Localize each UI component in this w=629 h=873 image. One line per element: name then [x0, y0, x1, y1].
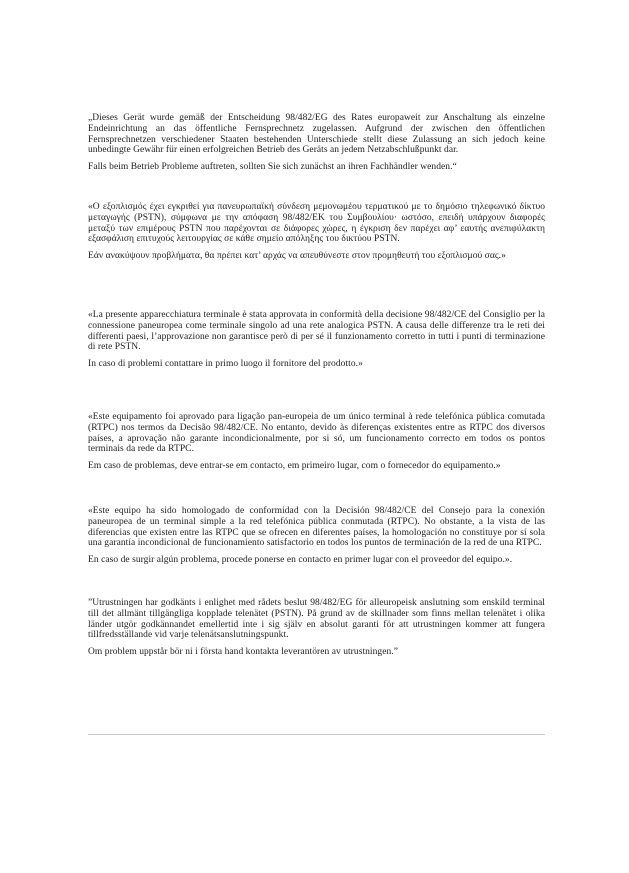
notice-italian-paragraph-2: In caso di problemi contattare in primo luogo il fornitore del prodotto.»: [88, 359, 363, 370]
notice-spanish-paragraph-1: «Este equipo ha sido homologado de conformidad con la Decisión 98/482/CE del Consejo para la conexión paneuropea de un terminal simple a la red telefónica pública conmutada (RTPC). No obstante, a la vista de las diferencias que existen entre las RTPC que se ofrecen en diferentes países, la homologación no constituye por sí sola una garantía incondicional de funcionamiento satisfactorio en todos los puntos de terminación de la red de una RTPC.: [88, 505, 545, 549]
notice-swedish-paragraph-2: Om problem uppstår bör ni i första hand kontakta leverantören av utrustningen.”: [88, 647, 398, 658]
notice-swedish-paragraph-1: ”Utrustningen har godkänts i enlighet med rådets beslut 98/482/EG för alleuropeisk anslutning som enskild terminal till det allmänt tillgängliga kopplade telenätet (PSTN). På grund av de skillnader som finns mellan telenätet i olika länder utgör godkännandet emellertid inte i sig själv en absolut garanti för att utrustningen kommer att fungera tillfredsställande vid varje telenätsanslutningspunkt.: [88, 597, 545, 641]
notice-greek: [88, 202, 545, 262]
notice-german: [88, 113, 545, 173]
notice-german-paragraph-2: Falls beim Betrieb Probleme auftreten, sollten Sie sich zunächst an ihren Fachhändler wenden.“: [88, 162, 457, 173]
notice-greek-paragraph-1: «Ο εξοπλισμός έχει εγκριθεί για πανευρωπαϊκή σύνδεση μεμονωμέου τερματικού με το δημόσιο τηλεφωνικό δίκτυο μεταγωγής (PSTN), σύμφωνα με την απόφαση 98/482/ΕΚ του Συμβουλίου· ωστόσο, επειδή υπάρχουν διαφορές μεταξύ των επιμέρους PSTN που παρέχονται σε διάφορες χώρες, η έγκριση δεν παρέχει αφ’ εαυτής ανεπιφύλακτη εξασφάλιση επιτυχούς λειτουργίας σε κάθε σημείο απόληξης του δικτύου PSTN.: [88, 201, 545, 245]
notice-italian: [88, 310, 545, 370]
notice-portuguese: [88, 412, 545, 472]
footer-divider: [88, 734, 545, 735]
notice-greek-paragraph-2: Εάν ανακύψουν προβλήματα, θα πρέπει κατ’ αρχάς να απευθύνεστε στον προμηθευτή του εξοπλισμού σας.»: [88, 251, 506, 262]
notice-swedish: [88, 598, 545, 658]
notice-spanish-paragraph-2: En caso de surgir algún problema, procede ponerse en contacto en primer lugar con el proveedor del equipo.».: [88, 555, 513, 566]
notice-portuguese-paragraph-2: Em caso de problemas, deve entrar-se em contacto, em primeiro lugar, com o fornecedor do equipamento.»: [88, 461, 501, 472]
notice-italian-paragraph-1: «La presente apparecchiatura terminale è stata approvata in conformità della decisione 98/482/CE del Consiglio per la connessione paneuropea come terminale singolo ad una rete analogica PSTN. A causa delle differenze tra le reti dei differenti paesi, l’approvazione non garantisce però di per sé il funzionamento corretto in tutti i punti di terminazione di rete PSTN.: [88, 309, 545, 353]
notice-portuguese-paragraph-1: «Este equipamento foi aprovado para ligação pan-europeia de um único terminal à rede telefónica pública comutada (RTPC) nos termos da Decisão 98/482/CE. No entanto, devido às diferenças existentes entre as RTPC dos diversos países, a aprovação não garante incondicionalmente, por si só, um funcionamento correcto em todos os pontos terminais da rede da RTPC.: [88, 411, 545, 455]
notice-german-paragraph-1: „Dieses Gerät wurde gemäß der Entscheidung 98/482/EG des Rates europaweit zur Anschaltung als einzelne Endeinrichtung an das öffentliche Fernsprechnetz zugelassen. Aufgrund der zwischen den öffentlichen Fernsprechnetzen verschiedener Staaten bestehenden Unterschiede stellt diese Zulassung an sich jedoch keine unbedingte Gewähr für einen erfolgreichen Betrieb des Geräts an jedem Netzabschlußpunkt dar.: [88, 113, 545, 156]
notice-spanish: [88, 506, 545, 566]
